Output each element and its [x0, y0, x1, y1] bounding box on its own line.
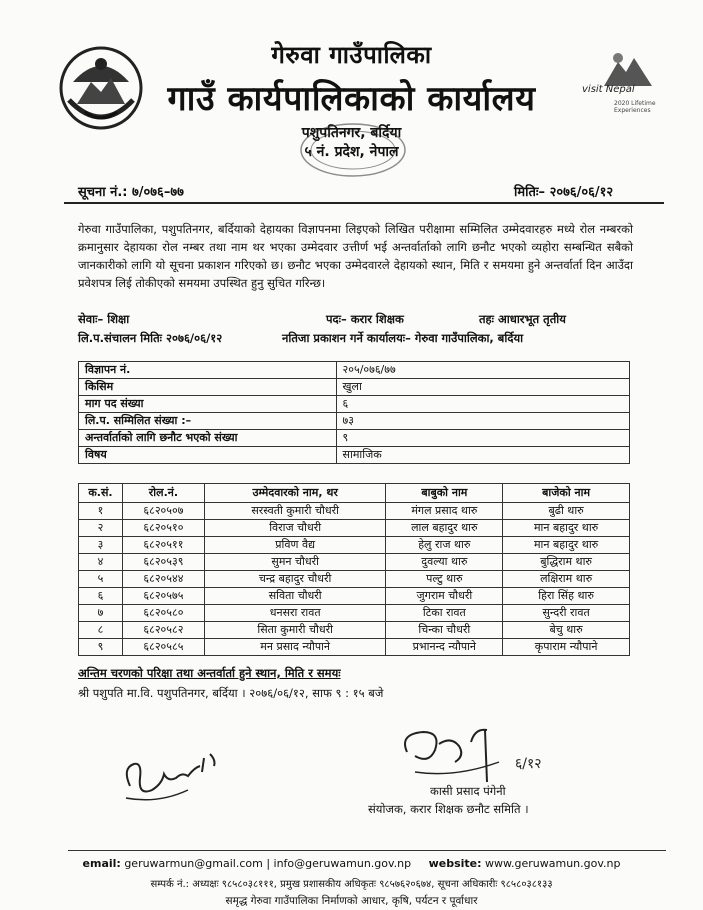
municipality-title: गेरुवा गाउँपालिका — [271, 41, 432, 69]
grandfather-name-cell: हिरा सिंह थारु — [503, 588, 630, 605]
table-row — [79, 413, 630, 430]
roll-number-cell: ६८२०५११ — [122, 537, 204, 554]
final-stage-heading: अन्तिम चरणको परिक्षा तथा अन्तर्वार्ता हुने स्थान, मिति र समयः — [78, 666, 341, 680]
info-label: अन्तर्वार्ताको लागि छनौट भएको संख्या — [79, 430, 337, 447]
serial-cell: ६ — [79, 588, 123, 605]
visit-nepal-subtitle: 2020 Lifetime Experiences — [614, 100, 656, 114]
father-name-cell: जुगराम चौधरी — [386, 588, 503, 605]
info-label: विज्ञापन नं. — [79, 362, 337, 379]
table-row — [79, 571, 630, 588]
father-name-cell: लाल बहादुर थारु — [386, 520, 503, 537]
info-value: ७३ — [336, 413, 629, 430]
roll-number-cell: ६८२०५०७ — [122, 503, 204, 520]
column-header: बाबुको नाम — [386, 484, 503, 503]
father-name-cell: प्रभानन्द न्यौपाने — [386, 639, 503, 656]
info-value: खुला — [336, 379, 629, 396]
grandfather-name-cell: बुद्धिराम थारु — [503, 554, 630, 571]
info-value: सामाजिक — [336, 447, 629, 464]
grandfather-name-cell: बुढी थारु — [503, 503, 630, 520]
table-row — [79, 605, 630, 622]
office-stamp-icon — [288, 120, 418, 182]
table-row — [79, 503, 630, 520]
serial-cell: २ — [79, 520, 123, 537]
column-header: रोल.नं. — [122, 484, 204, 503]
candidate-name-cell: विराज चौधरी — [204, 520, 386, 537]
signature-date-scrawl: ६/१२ — [515, 756, 542, 772]
candidate-name-cell: सरस्वती कुमारी चौधरी — [204, 503, 386, 520]
footer-contact-line — [0, 857, 703, 870]
roll-number-cell: ६८२०५४४ — [122, 571, 204, 588]
info-value: ६ — [336, 396, 629, 413]
roll-number-cell: ६८२०५८० — [122, 605, 204, 622]
candidate-name-cell: सविता चौधरी — [204, 588, 386, 605]
table-row — [79, 362, 630, 379]
roll-number-cell: ६८२०५१० — [122, 520, 204, 537]
exam-date-label: लि.प.संचालन मितिः २०७६/०६/१२ — [78, 331, 223, 345]
final-stage-detail: श्री पशुपति मा.वि. पशुपतिनगर, बर्दिया । २०७६/०६/१२, साफ ९ : १५ बजे — [78, 686, 384, 700]
roll-number-cell: ६८२०५८५ — [122, 639, 204, 656]
footer-slogan: समृद्ध गेरुवा गाउँपालिका निर्माणको आधार, कृषि, पर्यटन र पूर्वाधार — [225, 895, 478, 907]
table-row — [79, 588, 630, 605]
grandfather-name-cell: मान बहादुर थारु — [503, 520, 630, 537]
column-header: उम्मेदवारको नाम, थर — [204, 484, 386, 503]
candidate-name-cell: धनसरा रावत — [204, 605, 386, 622]
table-row — [79, 554, 630, 571]
candidate-name-cell: चन्द्र बहादुर चौधरी — [204, 571, 386, 588]
notice-number: सूचना नं.: ७/०७६–७७ — [78, 185, 184, 200]
father-name-cell: चिन्का चौधरी — [386, 622, 503, 639]
office-title: गाउँ कार्यपालिकाको कार्यालय — [167, 79, 536, 119]
serial-cell: ९ — [79, 639, 123, 656]
header-divider — [64, 202, 664, 204]
address-line-1: पशुपतिनगर, बर्दिया — [301, 125, 402, 141]
grandfather-name-cell: बेचु थारु — [503, 622, 630, 639]
service-label: सेवाः– शिक्षा — [78, 312, 130, 326]
table-row — [79, 379, 630, 396]
website-value: www.geruwamun.gov.np — [485, 857, 621, 870]
notice-paragraph: गेरुवा गाउँपालिका, पशुपतिनगर, बर्दियाको देहायका विज्ञापनमा लिइएको लिखित परीक्षामा सम्मिलित उम्मेदवारहरु मध्ये रोल नम्बरको क्रमानुसार देहायका रोल नम्बर तथा नाम थर भएका उम्मेदवार उत्तीर्ण भई अन्तर्वार्ताको लागि छनौट भएको व्यहोरा सम्बन्धित सबैको जानकारीको लागि यो सूचना प्रकाशन गरिएको छ। छनौट भएका उम्मेदवारले देहायको स्थान, मिति र समयमा हुने अन्तर्वार्ता दिन आउँदा प्रवेशपत्र लिई तोकीएको समयमा उपस्थित हुनु सुचित गरिन्छ। — [78, 222, 633, 290]
handwritten-signature-right — [395, 722, 570, 784]
table-row — [79, 520, 630, 537]
column-header: बाजेको नाम — [503, 484, 630, 503]
handwritten-signature-left — [118, 738, 233, 808]
serial-cell: ५ — [79, 571, 123, 588]
father-name-cell: पल्टु थारु — [386, 571, 503, 588]
candidate-table — [78, 483, 630, 656]
info-value: २०५/०७६/७७ — [336, 362, 629, 379]
candidate-name-cell: सिता कुमारी चौधरी — [204, 622, 386, 639]
signer-role: संयोजक, करार शिक्षक छनौट समिति । — [368, 802, 529, 816]
candidate-name-cell: प्रविण वैद्य — [204, 537, 386, 554]
website-label: website: — [428, 857, 482, 870]
address-line-2: ५ नं. प्रदेश, नेपाल — [304, 144, 399, 160]
candidate-name-cell: सुमन चौधरी — [204, 554, 386, 571]
table-row — [79, 639, 630, 656]
visit-nepal-text: visit Nepal — [582, 84, 635, 95]
level-label: तहः आधारभूत तृतीय — [479, 312, 566, 326]
advertisement-info-table — [78, 361, 630, 464]
table-row — [79, 430, 630, 447]
grandfather-name-cell: कृपाराम न्यौपाने — [503, 639, 630, 656]
grandfather-name-cell: लक्षिराम थारु — [503, 571, 630, 588]
father-name-cell: हेलु राज थारु — [386, 537, 503, 554]
signer-name: कासी प्रसाद पंगेनी — [430, 784, 506, 798]
serial-cell: ७ — [79, 605, 123, 622]
grandfather-name-cell: सुन्दरी रावत — [503, 605, 630, 622]
table-header-row — [79, 484, 630, 503]
roll-number-cell: ६८२०५३९ — [122, 554, 204, 571]
post-label: पदः– करार शिक्षक — [326, 312, 404, 326]
footer-phone-numbers: सम्पर्क नं.: अध्यक्षः ९८५८०३८१११, प्रमुख प्रशासकीय अधिकृतः ९८५७६२०६७४, सूचना अधिकारीः ९८५८०३८१३३ — [150, 879, 553, 890]
email-label: email: — [82, 857, 121, 870]
info-label: लि.प. सम्मिलित संख्या :– — [79, 413, 337, 430]
footer-divider — [68, 850, 666, 851]
table-row — [79, 396, 630, 413]
roll-number-cell: ६८२०५७५ — [122, 588, 204, 605]
father-name-cell: दुवल्या थारु — [386, 554, 503, 571]
info-label: माग पद संख्या — [79, 396, 337, 413]
table-row — [79, 537, 630, 554]
father-name-cell: मंगल प्रसाद थारु — [386, 503, 503, 520]
serial-cell: ८ — [79, 622, 123, 639]
serial-cell: ३ — [79, 537, 123, 554]
info-label: विषय — [79, 447, 337, 464]
info-value: ९ — [336, 430, 629, 447]
serial-cell: १ — [79, 503, 123, 520]
serial-cell: ४ — [79, 554, 123, 571]
candidate-name-cell: मन प्रसाद न्यौपाने — [204, 639, 386, 656]
grandfather-name-cell: मान बहादुर थारु — [503, 537, 630, 554]
email-value: geruwarmun@gmail.com | info@geruwamun.gov.np — [124, 857, 412, 870]
result-office-label: नतिजा प्रकाशन गर्ने कार्यालयः– गेरुवा गाउँपालिका, बर्दिया — [282, 331, 524, 345]
column-header: क.सं. — [79, 484, 123, 503]
table-row — [79, 447, 630, 464]
father-name-cell: टिका रावत — [386, 605, 503, 622]
table-row — [79, 622, 630, 639]
notice-date: मितिः– २०७६/०६/१२ — [514, 185, 614, 200]
info-label: किसिम — [79, 379, 337, 396]
roll-number-cell: ६८२०५८२ — [122, 622, 204, 639]
